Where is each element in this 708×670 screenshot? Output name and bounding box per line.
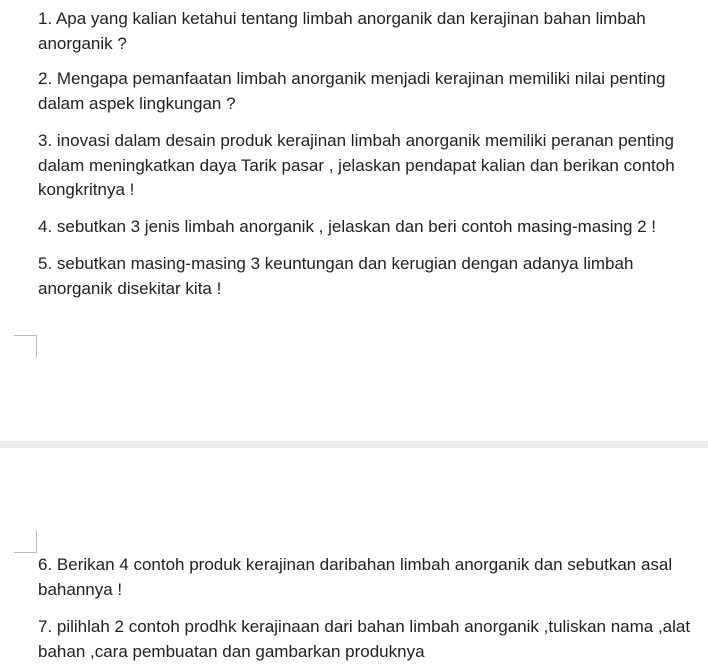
question-5 [38, 252, 704, 301]
question-1-line-1: 1. Apa yang kalian ketahui tentang limbah anorganik dan kerajinan bahan limbah [38, 9, 646, 28]
question-4 [38, 215, 704, 240]
question-5-line-2: anorganik disekitar kita ! [38, 278, 222, 298]
question-3-line-1: 3. inovasi dalam desain produk kerajinan limbah anorganik memiliki peranan penting [38, 131, 674, 150]
question-4-line-1: 4. sebutkan 3 jenis limbah anorganik , jelaskan dan beri contoh masing-masing 2 ! [38, 217, 657, 236]
question-3 [38, 129, 704, 203]
page-break-gap [0, 441, 708, 448]
page-corner-mark-top [14, 335, 37, 358]
question-1 [38, 7, 704, 56]
question-2-line-1: 2. Mengapa pemanfaatan limbah anorganik menjadi kerajinan memiliki nilai penting [38, 69, 666, 88]
question-6 [38, 553, 704, 602]
question-3-line-3: kongkritnya ! [38, 180, 135, 199]
question-3-line-2: dalam meningkatkan daya Tarik pasar , jelaskan pendapat kalian dan berikan contoh [38, 155, 675, 175]
question-7 [38, 615, 690, 664]
question-1-line-2: anorganik ? [38, 33, 127, 53]
question-2 [38, 67, 704, 116]
question-6-line-2: bahannya ! [38, 579, 123, 599]
question-7-line-2: bahan ,cara pembuatan dan gambarkan produknya [38, 641, 425, 661]
question-2-line-2: dalam aspek lingkungan ? [38, 93, 236, 113]
page-corner-mark-bottom [14, 530, 37, 553]
question-5-line-1: 5. sebutkan masing-masing 3 keuntungan dan kerugian dengan adanya limbah [38, 254, 634, 273]
question-6-line-1: 6. Berikan 4 contoh produk kerajinan daribahan limbah anorganik dan sebutkan asal [38, 555, 673, 574]
question-7-line-1: 7. pilihlah 2 contoh prodhk kerajinaan dari bahan limbah anorganik ,tuliskan nama ,alat [38, 617, 691, 636]
